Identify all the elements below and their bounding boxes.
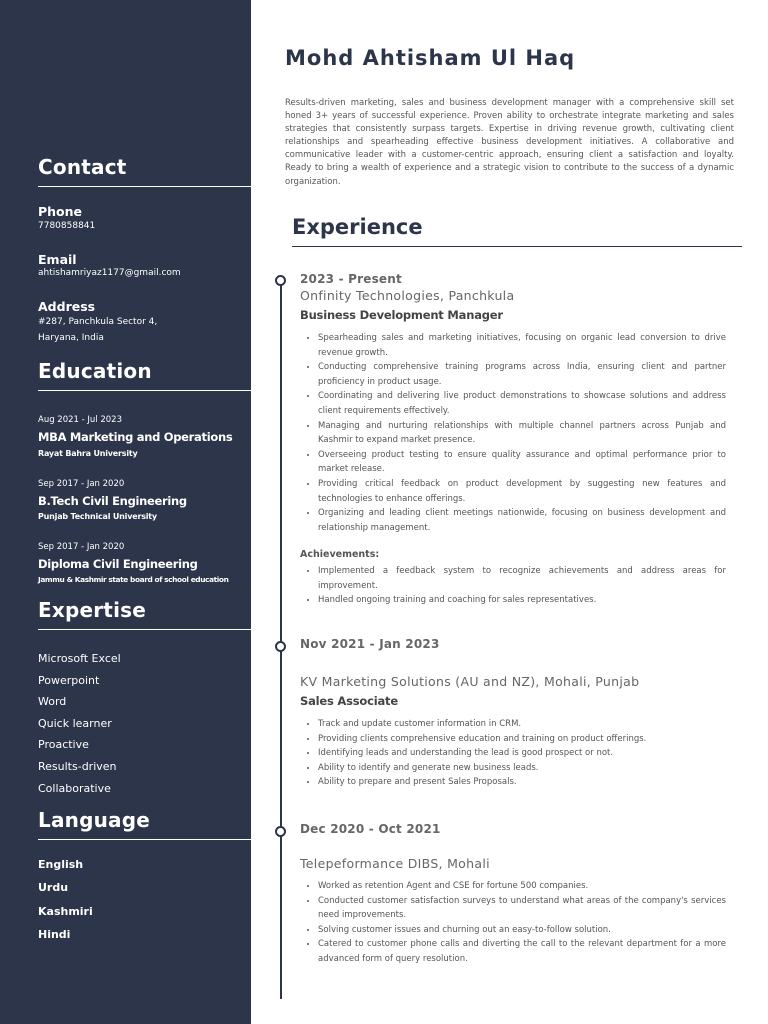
job-company: KV Marketing Solutions (AU and NZ), Mohali, Punjab: [300, 674, 640, 689]
experience-divider: [292, 246, 742, 247]
education-degree: Diploma Civil Engineering: [38, 557, 198, 571]
expertise-item: Quick learner: [38, 716, 112, 730]
timeline-dot: [275, 641, 286, 652]
education-degree: B.Tech Civil Engineering: [38, 494, 187, 508]
language-item: Kashmiri: [38, 904, 93, 918]
contact-heading: Contact: [38, 155, 127, 179]
education-school: Rayat Bahra University: [38, 449, 138, 458]
job-bullet: • Overseeing product testing to ensure quality assurance and optimal performance prior to market release.: [318, 448, 726, 477]
email-label: Email: [38, 252, 77, 267]
education-date: Sep 2017 - Jan 2020: [38, 479, 125, 489]
job-title: Business Development Manager: [300, 308, 503, 322]
language-item: Urdu: [38, 881, 69, 895]
timeline-dot: [275, 275, 286, 286]
job-bullet: • Organizing and leading client meetings nationwide, focusing on business development and relationship management.: [318, 506, 726, 535]
education-degree: MBA Marketing and Operations: [38, 430, 233, 444]
job-title: Sales Associate: [300, 694, 398, 708]
achievement-bullet: • Implemented a feedback system to recognize achievements and address areas for improvement.: [318, 564, 726, 593]
language-heading: Language: [38, 808, 151, 832]
language-item: English: [38, 858, 84, 871]
job-bullet: • Solving customer issues and churning out an easy-to-follow solution.: [318, 923, 726, 938]
job-bullets: [300, 879, 726, 967]
address-line-2: Haryana, India: [38, 333, 104, 343]
language-list: [38, 857, 93, 950]
expertise-item: Word: [38, 695, 67, 709]
expertise-item: Microsoft Excel: [38, 652, 121, 665]
job-date: Nov 2021 - Jan 2023: [300, 637, 440, 651]
job-bullet: • Managing and nurturing relationships with multiple channel partners across Punjab and Kashmir to expand market presence.: [318, 419, 726, 448]
job-bullet: • Ability to identify and generate new business leads.: [318, 761, 726, 776]
job-bullet: • Ability to prepare and present Sales Proposals.: [318, 775, 726, 790]
contact-divider: [38, 186, 251, 187]
job-company: Onfinity Technologies, Panchkula: [300, 288, 515, 303]
address-label: Address: [38, 299, 96, 314]
summary: Results-driven marketing, sales and business development manager with a comprehensive skill set honed 3+ years of successful experience. Proven ability to orchestrate integrate marketing and sales strategies that consistently surpass targets. Expertise in driving revenue growth, cultivating client relationships and spearheading effective business development initiatives. A collaborative and communicative leader with a customer-centric approach, ensuring client a satisfaction and loyalty. Ready to bring a wealth of experience and a strategic vision to contribute to the success of a dynamic organization.: [285, 98, 734, 187]
job-bullet: • Track and update customer information in CRM.: [318, 717, 726, 732]
job-bullet: • Worked as retention Agent and CSE for fortune 500 companies.: [318, 879, 726, 894]
job-bullet: • Providing clients comprehensive education and training on product offerings.: [318, 732, 726, 747]
job-bullet: • Providing critical feedback on product development by suggesting new features and technologies to enhance offerings.: [318, 477, 726, 506]
timeline-dot: [275, 826, 286, 837]
phone-value: 7780858841: [38, 221, 96, 231]
education-divider: [38, 390, 251, 391]
address-line-1: #287, Panchkula Sector 4,: [38, 317, 158, 327]
expertise-list: [38, 651, 121, 802]
achievements-list: [300, 564, 726, 608]
job-bullets: [300, 331, 726, 535]
job-bullet: • Spearheading sales and marketing initiatives, focusing on organic lead conversion to drive revenue growth.: [318, 331, 726, 360]
expertise-item: Results-driven: [38, 759, 117, 773]
job-date: 2023 - Present: [300, 272, 402, 286]
expertise-item: Proactive: [38, 738, 89, 752]
education-heading: Education: [38, 359, 152, 383]
sidebar: [0, 0, 251, 1024]
job-bullet: • Catered to customer phone calls and diverting the call to the relevant department for a more advanced form of query resolution.: [318, 937, 726, 966]
education-school: Punjab Technical University: [38, 512, 157, 521]
job-bullet: • Conducting comprehensive training programs across India, ensuring client and partner proficiency in product usage.: [318, 360, 726, 389]
job-company: Telepeformance DIBS, Mohali: [300, 856, 490, 871]
achievements-label: Achievements:: [300, 549, 380, 560]
job-bullet: • Conducted customer satisfaction surveys to understand what areas of the company's services need improvements.: [318, 894, 726, 923]
language-item: Hindi: [38, 927, 71, 941]
job-bullet: • Coordinating and delivering live product demonstrations to showcase solutions and address client requirements effectively.: [318, 389, 726, 418]
expertise-item: Collaborative: [38, 781, 111, 795]
expertise-item: Powerpoint: [38, 673, 100, 687]
achievement-bullet: • Handled ongoing training and coaching for sales representatives.: [318, 593, 726, 608]
education-date: Aug 2021 - Jul 2023: [38, 415, 122, 425]
education-school: Jammu & Kashmir state board of school education: [38, 575, 229, 584]
job-bullet: • Identifying leads and understanding the lead is good prospect or not.: [318, 746, 726, 761]
job-bullets: [300, 717, 726, 790]
email-value: ahtishamriyaz1177@gmail.com: [38, 268, 181, 278]
candidate-name: Mohd Ahtisham Ul Haq: [285, 46, 576, 70]
experience-heading: Experience: [292, 215, 423, 239]
job-date: Dec 2020 - Oct 2021: [300, 822, 441, 836]
language-divider: [38, 839, 251, 840]
expertise-heading: Expertise: [38, 598, 146, 622]
education-date: Sep 2017 - Jan 2020: [38, 542, 125, 552]
expertise-divider: [38, 629, 251, 630]
phone-label: Phone: [38, 204, 83, 219]
timeline-line: [280, 278, 282, 999]
